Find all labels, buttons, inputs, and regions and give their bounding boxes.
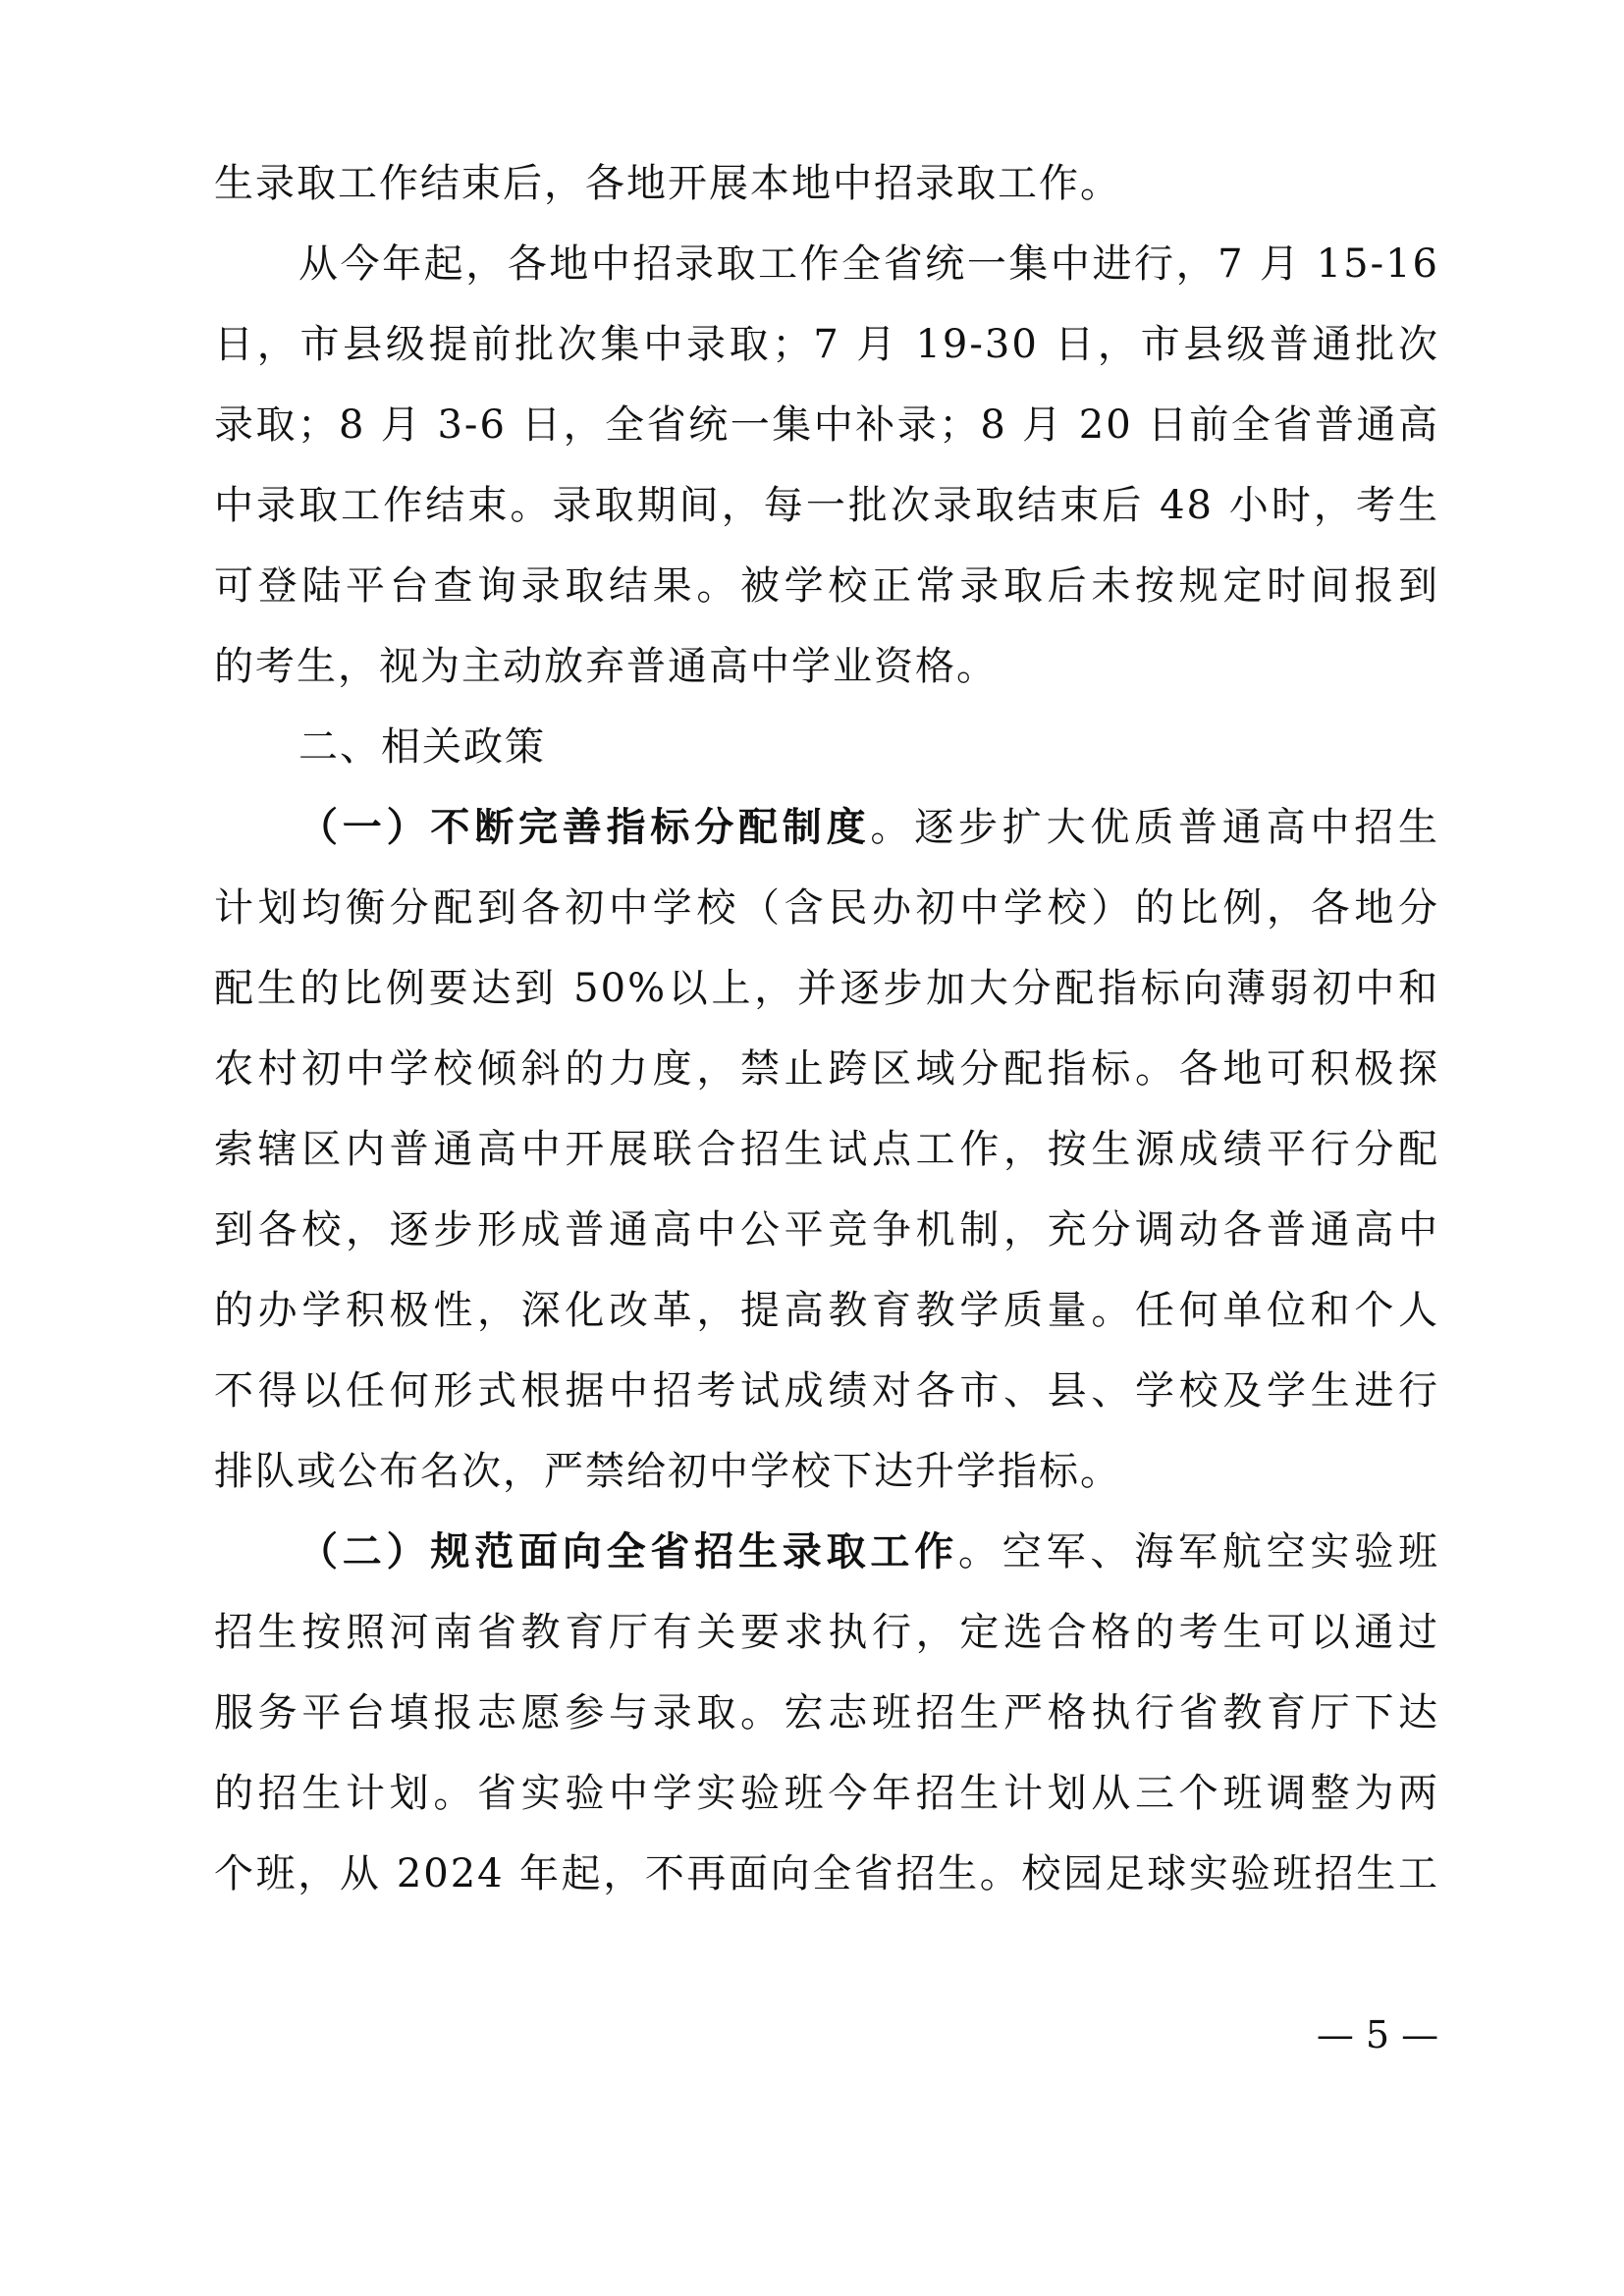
paragraph-line: 不得以任何形式根据中招考试成绩对各市、县、学校及学生进行 — [214, 1368, 1439, 1414]
paragraph-line: 可登陆平台查询录取结果。被学校正常录取后未按规定时间报到 — [214, 563, 1439, 609]
page-number: — 5 — — [1316, 2013, 1439, 2056]
paragraph-line: 招生按照河南省教育厅有关要求执行，定选合格的考生可以通过 — [214, 1610, 1439, 1655]
paragraph-line: 从今年起，各地中招录取工作全省统一集中进行，7 月 15-16 — [298, 241, 1439, 287]
paragraph-line: 个班，从 2024 年起，不再面向全省招生。校园足球实验班招生工 — [214, 1851, 1439, 1896]
paragraph-line: 的招生计划。省实验中学实验班今年招生计划从三个班调整为两 — [214, 1771, 1439, 1816]
paragraph-line: 的考生，视为主动放弃普通高中学业资格。 — [214, 644, 998, 689]
paragraph-line: 农村初中学校倾斜的力度，禁止跨区域分配指标。各地可积极探 — [214, 1046, 1439, 1092]
paragraph-line: 索辖区内普通高中开展联合招生试点工作，按生源成绩平行分配 — [214, 1127, 1439, 1172]
paragraph-line: 的办学积极性，深化改革，提高教育教学质量。任何单位和个人 — [214, 1288, 1439, 1333]
paragraph-line: 排队或公布名次，严禁给初中学校下达升学指标。 — [214, 1449, 1121, 1494]
item1-first-line-text: 。逐步扩大优质普通高中招生 — [870, 805, 1440, 850]
paragraph-line: 中录取工作结束。录取期间，每一批次录取结束后 48 小时，考生 — [214, 483, 1439, 528]
paragraph-line: 日，市县级提前批次集中录取；7 月 19-30 日，市县级普通批次 — [214, 322, 1439, 367]
item2-first-line-text: 。空军、海军航空实验班 — [958, 1529, 1439, 1575]
item2-first-line — [298, 1518, 1439, 1586]
paragraph-line: 配生的比例要达到 50%以上，并逐步加大分配指标向薄弱初中和 — [214, 966, 1439, 1011]
paragraph-line: 录取；8 月 3-6 日，全省统一集中补录；8 月 20 日前全省普通高 — [214, 402, 1439, 448]
paragraph-line: 服务平台填报志愿参与录取。宏志班招生严格执行省教育厅下达 — [214, 1690, 1439, 1735]
item2-title: （二）规范面向全省招生录取工作 — [298, 1528, 958, 1575]
section-heading: 二、相关政策 — [298, 724, 546, 770]
item1-first-line — [298, 793, 1439, 862]
paragraph-line: 到各校，逐步形成普通高中公平竞争机制，充分调动各普通高中 — [214, 1207, 1439, 1253]
paragraph-line: 计划均衡分配到各初中学校（含民办初中学校）的比例，各地分 — [214, 885, 1439, 931]
item1-title: （一）不断完善指标分配制度 — [298, 804, 871, 850]
paragraph-line: 生录取工作结束后，各地开展本地中招录取工作。 — [214, 161, 1121, 206]
